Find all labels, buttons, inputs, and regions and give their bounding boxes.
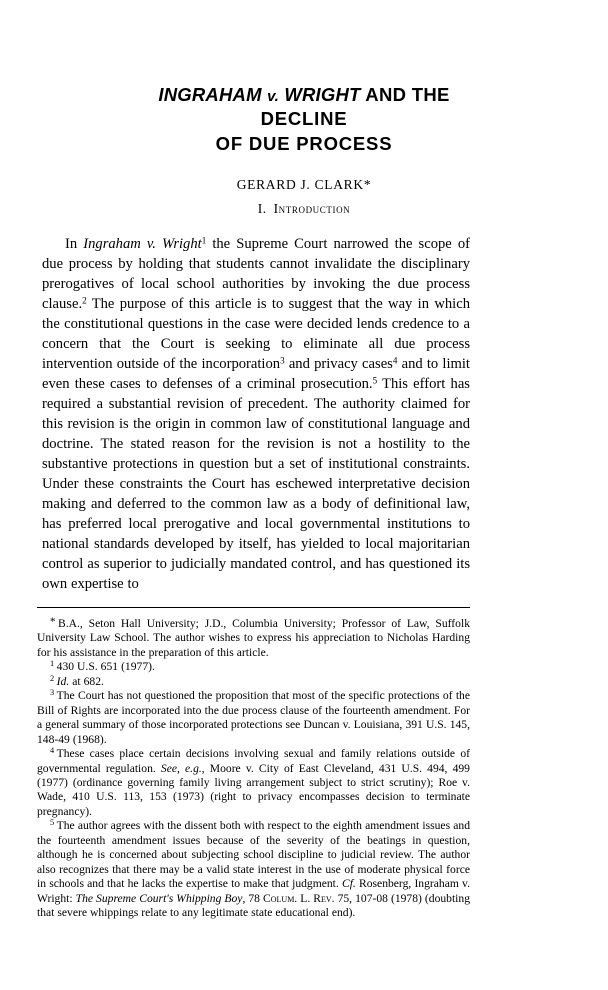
footnotes-section bbox=[0, 617, 608, 921]
body-case-citation: Ingraham v. Wright bbox=[83, 236, 202, 253]
footnote-marker: * bbox=[50, 616, 56, 629]
footnote-2 bbox=[37, 675, 470, 689]
footnote-5 bbox=[37, 819, 470, 920]
body-paragraph bbox=[42, 234, 470, 594]
section-heading bbox=[0, 201, 608, 217]
body-column bbox=[0, 234, 608, 594]
article-title bbox=[0, 83, 608, 156]
title-line-3: OF DUE PROCESS bbox=[215, 132, 393, 154]
body-footnote-ref-2: 2 bbox=[82, 295, 87, 306]
body-footnote-ref-3: 3 bbox=[280, 355, 285, 366]
footnote-text: B.A., Seton Hall University; J.D., Columbia University; Professor of Law, Suffolk University Law School. The author wishes to express his appreciation to Nicholas Harding for his assistance in the preparation of this article. bbox=[37, 617, 470, 659]
footnote-text-part3: , 78 bbox=[242, 891, 264, 905]
footnote-marker: 2 bbox=[50, 673, 55, 683]
footnote-3 bbox=[37, 689, 470, 747]
footnote-marker: 3 bbox=[50, 688, 55, 698]
body-seg-6: This effort has required a substantial revision of precedent. The authority claimed for this revision is the origin in common law of constitutional language and doctrine. The stated reason for the revision is not a hostility to the substantive protections in question but a set of institutional constraints. Under these constraints the Court has eschewed interpretative decision making and deferred to the common law as a body of definitional law, has preferred local prerogative and local governmental institutions to national standards developed by itself, has yielded to local majoritarian control as superior to judicially mandated control, and has questioned its own expertise to bbox=[42, 376, 470, 593]
footnote-text-part2: Rosenberg, Ingraham v. Wright: bbox=[37, 877, 470, 905]
document-page bbox=[0, 83, 608, 990]
body-seg-2: the Supreme Court narrowed the scope of due process by holding that students cannot invalidate the disciplinary prerogatives of local school authorities by invoking the due process clause. bbox=[42, 236, 470, 313]
body-seg-1: In bbox=[65, 236, 84, 253]
title-line-1 bbox=[60, 83, 548, 107]
body-footnote-ref-1: 1 bbox=[201, 235, 207, 246]
author-byline bbox=[0, 177, 608, 193]
author-footnote-marker: * bbox=[363, 177, 372, 193]
footnote-separator-rule bbox=[37, 607, 470, 608]
author-name: GERARD J. CLARK bbox=[236, 177, 364, 193]
body-seg-3: The purpose of this article is to suggest that the way in which the constitutional questions in the case were decided lends credence to a concern that the Court is seeking to eliminate all due process intervention outside of the incorporation bbox=[42, 296, 470, 373]
footnote-1 bbox=[37, 660, 470, 674]
section-heading-label: Introduction bbox=[273, 201, 351, 217]
footnote-text: at 682. bbox=[69, 674, 104, 688]
footnote-italic-id: Id. bbox=[56, 674, 70, 688]
body-seg-4: and privacy cases bbox=[284, 356, 393, 373]
title-case-name-part2: WRIGHT bbox=[284, 84, 361, 105]
title-case-name-part1: INGRAHAM bbox=[158, 84, 262, 105]
footnote-text: 430 U.S. 651 (1977). bbox=[56, 660, 155, 674]
footnote-marker: 4 bbox=[50, 745, 55, 755]
footnote-text-part1: The author agrees with the dissent both with respect to the eighth amendment issues and the fourteenth amendment issues because of the severity of the beatings in question, although he is concerned about subjecting school discipline to judicial review. The author also recognizes that there may be a valid state interest in the use of moderate physical force in schools and that he lacks the expertise to make that judgment. bbox=[37, 819, 470, 891]
footnote-signal-see-eg: See, e.g. bbox=[160, 761, 202, 775]
footnote-signal-cf: Cf. bbox=[341, 877, 356, 891]
footnote-text-part4: 75, 107-08 (1978) (doubting that severe whippings relate to any legitimate state educational end). bbox=[37, 891, 470, 920]
title-case-versus: v. bbox=[267, 88, 279, 105]
footnote-text-part2: , Moore v. City of East Cleveland, 431 U.S. 494, 499 (1977) (ordinance governing family living arrangement subject to strict scrutiny); Roe v. Wade, 410 U.S. 113, 153 (1973) (right to privacy encompasses decision to terminate pregnancy). bbox=[37, 761, 470, 818]
title-line-1-rest: AND THE bbox=[365, 84, 450, 105]
footnote-article-title: The Supreme Court's Whipping Boy bbox=[75, 891, 243, 905]
footnote-text-part1: These cases place certain decisions involving sexual and family relations outside of governmental regulation. bbox=[37, 747, 470, 775]
section-numeral: I. bbox=[257, 201, 267, 217]
body-seg-5: and to limit even these cases to defenses of a criminal prosecution. bbox=[42, 356, 470, 393]
footnote-4 bbox=[37, 747, 470, 819]
footnote-journal-name: Colum. L. Rev. bbox=[263, 891, 335, 905]
title-line-2: DECLINE bbox=[260, 108, 348, 130]
footnote-marker: 5 bbox=[50, 818, 55, 828]
footnote-text: The Court has not questioned the proposition that most of the specific protections of the Bill of Rights are incorporated into the due process clause of the fourteenth amendment. For a general summary of those incorporated protections see Duncan v. Louisiana, 391 U.S. 145, 148-49 (1968). bbox=[37, 689, 470, 746]
footnote-marker: 1 bbox=[50, 659, 55, 669]
body-footnote-ref-4: 4 bbox=[392, 355, 398, 366]
footnote-star bbox=[37, 617, 470, 660]
body-footnote-ref-5: 5 bbox=[372, 375, 378, 386]
